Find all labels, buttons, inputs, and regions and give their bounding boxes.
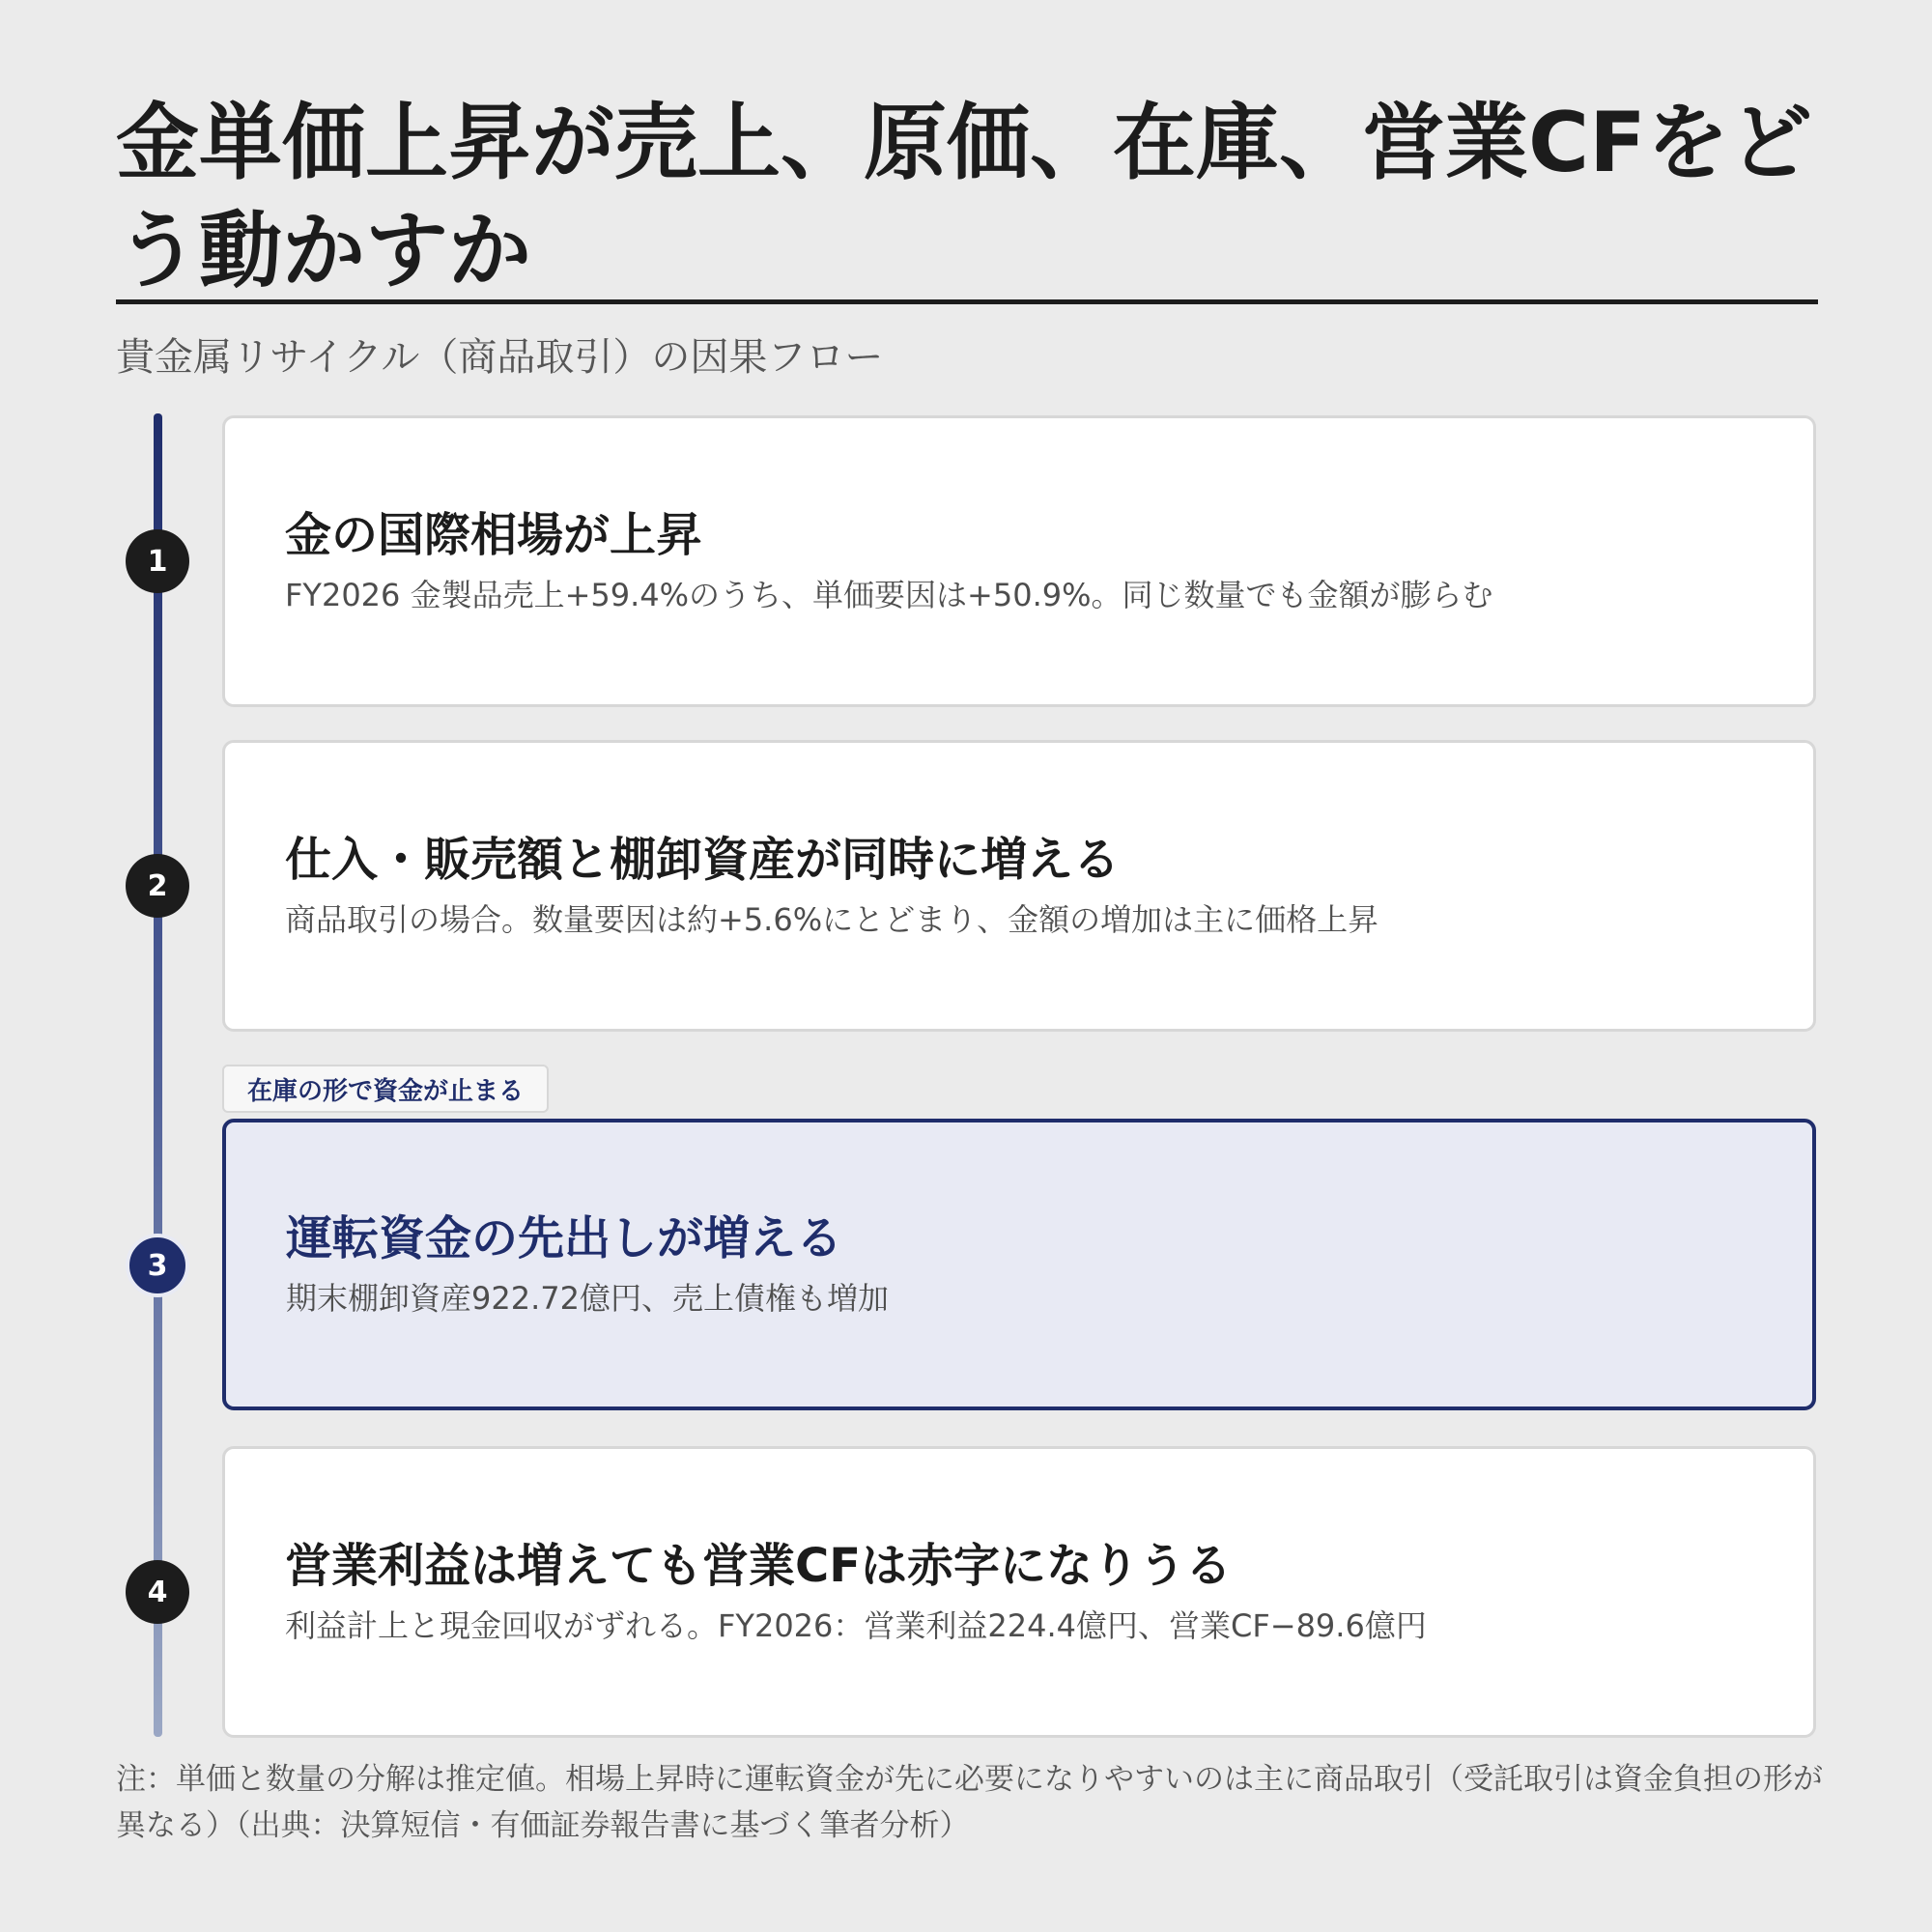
step-number-1: 1 bbox=[126, 529, 189, 593]
step-number-4: 4 bbox=[126, 1560, 189, 1624]
timeline-line bbox=[154, 413, 162, 1737]
step-card-1 bbox=[222, 415, 1816, 707]
step-description: 期末棚卸資産922.72億円、売上債権も増加 bbox=[286, 1280, 889, 1317]
step-card-2 bbox=[222, 740, 1816, 1032]
step-description: 利益計上と現金回収がずれる。FY2026：営業利益224.4億円、営業CF−89.6億円 bbox=[285, 1607, 1427, 1644]
step-title: 営業利益は増えても営業CFは赤字になりうる bbox=[285, 1539, 1233, 1593]
step-card-3 bbox=[222, 1119, 1816, 1410]
step-card-4 bbox=[222, 1446, 1816, 1738]
step-title: 運転資金の先出しが増える bbox=[286, 1211, 843, 1265]
step-number-2: 2 bbox=[126, 854, 189, 918]
step-title: 仕入・販売額と棚卸資産が同時に増える bbox=[285, 833, 1121, 887]
page-title: 金単価上昇が売上、原価、在庫、営業CFをどう動かすか bbox=[116, 95, 1812, 299]
page-subtitle: 貴金属リサイクル（商品取引）の因果フロー bbox=[116, 335, 884, 380]
footnote: 注：単価と数量の分解は推定値。相場上昇時に運転資金が先に必要になりやすいのは主に商品取引（受託取引は資金負担の形が異なる）（出典：決算短信・有価証券報告書に基づく筆者分析） bbox=[116, 1762, 1823, 1843]
step-description: FY2026 金製品売上+59.4%のうち、単価要因は+50.9%。同じ数量でも金額が膨らむ bbox=[285, 577, 1493, 613]
step-title: 金の国際相場が上昇 bbox=[285, 508, 703, 562]
step-tag: 在庫の形で資金が止まる bbox=[222, 1065, 549, 1113]
step-description: 商品取引の場合。数量要因は約+5.6%にとどまり、金額の増加は主に価格上昇 bbox=[285, 901, 1379, 938]
step-number-3: 3 bbox=[126, 1234, 189, 1297]
title-divider bbox=[116, 299, 1818, 304]
